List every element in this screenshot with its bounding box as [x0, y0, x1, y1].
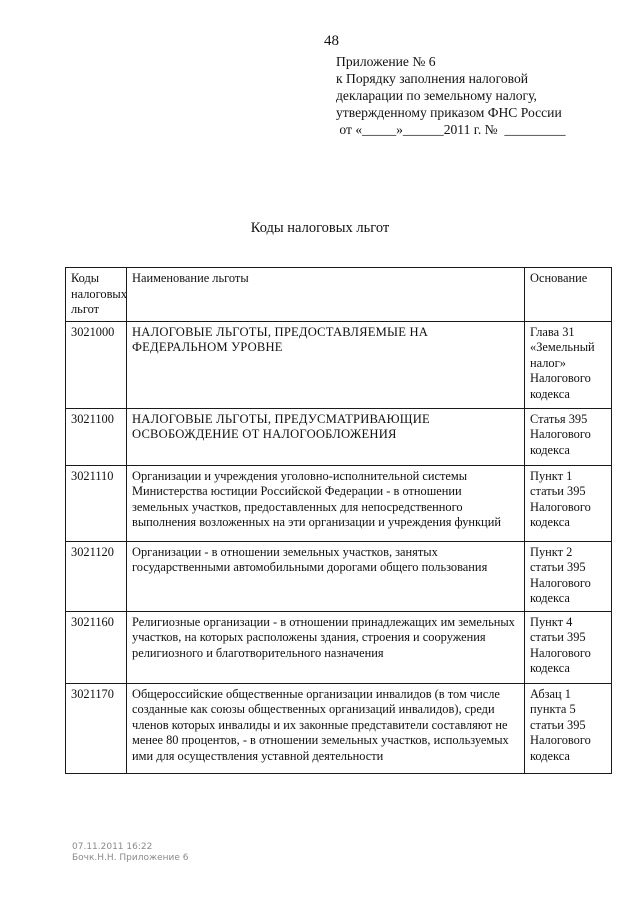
basis-cell: Пункт 1 статьи 395 Налогового кодекса — [525, 465, 612, 541]
table-row — [66, 541, 612, 611]
name-cell: Организации - в отношении земельных участков, занятых государственными автомобильными дорогами общего пользования — [127, 541, 525, 611]
code-cell: 3021120 — [66, 541, 127, 611]
appendix-header — [336, 53, 626, 138]
appendix-line: декларации по земельному налогу, — [336, 88, 537, 103]
table-row — [66, 611, 612, 683]
basis-cell: Пункт 2 статьи 395 Налогового кодекса — [525, 541, 612, 611]
table-row — [66, 321, 612, 408]
basis-cell: Пункт 4 статьи 395 Налогового кодекса — [525, 611, 612, 683]
name-cell: НАЛОГОВЫЕ ЛЬГОТЫ, ПРЕДУСМАТРИВАЮЩИЕ ОСВОБОЖДЕНИЕ ОТ НАЛОГООБЛОЖЕНИЯ — [127, 408, 525, 465]
appendix-line: к Порядку заполнения налоговой — [336, 71, 529, 86]
appendix-line: Приложение № 6 — [336, 54, 436, 69]
basis-cell: Глава 31 «Земельный налог» Налогового кодекса — [525, 321, 612, 408]
table-header-row — [66, 268, 612, 322]
page-number: 48 — [324, 33, 339, 49]
basis-cell: Статья 395 Налогового кодекса — [525, 408, 612, 465]
table-row — [66, 683, 612, 773]
appendix-line: утвержденному приказом ФНС России — [336, 105, 562, 120]
code-cell: 3021100 — [66, 408, 127, 465]
footer-line: 07.11.2011 16:22 — [72, 842, 153, 852]
header-code: Коды налоговых льгот — [66, 268, 127, 322]
header-name: Наименование льготы — [127, 268, 525, 322]
footer-line: Бочк.Н.Н. Приложение 6 — [72, 853, 189, 863]
tax-benefit-codes-table — [65, 267, 612, 774]
code-cell: 3021160 — [66, 611, 127, 683]
header-basis: Основание — [525, 268, 612, 322]
name-cell: Общероссийские общественные организации инвалидов (в том числе созданные как союзы общественных организаций инвалидов), среди членов которых инвалиды и их законные представители составляют не менее 80 процентов, - в отношении земельных участков, используемых ими для осуществления уставной деятельности — [127, 683, 525, 773]
code-cell: 3021000 — [66, 321, 127, 408]
name-cell: Религиозные организации - в отношении принадлежащих им земельных участков, на которых расположены здания, строения и сооружения религиозного и благотворительного назначения — [127, 611, 525, 683]
document-title: Коды налоговых льгот — [250, 220, 390, 236]
code-cell: 3021170 — [66, 683, 127, 773]
name-cell: Организации и учреждения уголовно-исполнительной системы Министерства юстиции Российской Федерации - в отношении земельных участков, предоставленных для непосредственного выполнения возложенных на эти организации и учреждения функций — [127, 465, 525, 541]
footer-stamp — [72, 842, 189, 864]
appendix-line: от «_____»______2011 г. № _________ — [336, 122, 566, 137]
basis-cell: Абзац 1 пункта 5 статьи 395 Налогового кодекса — [525, 683, 612, 773]
table-row — [66, 408, 612, 465]
name-cell: НАЛОГОВЫЕ ЛЬГОТЫ, ПРЕДОСТАВЛЯЕМЫЕ НА ФЕДЕРАЛЬНОМ УРОВНЕ — [127, 321, 525, 408]
table-row — [66, 465, 612, 541]
code-cell: 3021110 — [66, 465, 127, 541]
